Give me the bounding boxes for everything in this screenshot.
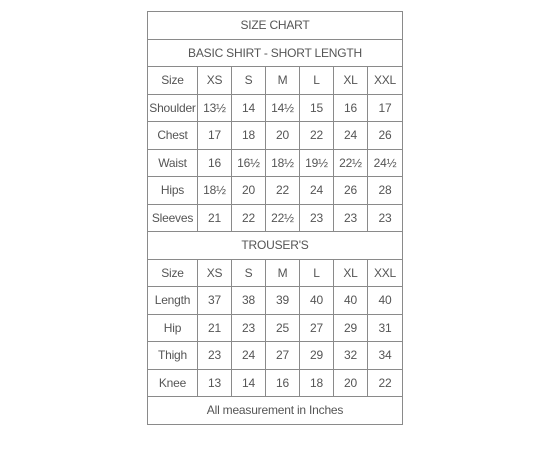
row-label: Sleeves bbox=[148, 204, 198, 232]
trousers-data-row bbox=[148, 314, 403, 342]
row-label: Thigh bbox=[148, 342, 198, 370]
size-value-cell: 37 bbox=[198, 287, 232, 315]
size-value-cell: 13 bbox=[198, 369, 232, 397]
shirt-data-row bbox=[148, 149, 403, 177]
row-label: Knee bbox=[148, 369, 198, 397]
size-value-cell: 32 bbox=[334, 342, 368, 370]
size-value-cell: XXL bbox=[368, 67, 403, 95]
size-value-cell: M bbox=[266, 67, 300, 95]
size-value-cell: XL bbox=[334, 259, 368, 287]
shirt-data-row bbox=[148, 204, 403, 232]
size-value-cell: 27 bbox=[300, 314, 334, 342]
trousers-data-row bbox=[148, 369, 403, 397]
trousers-header-row bbox=[148, 259, 403, 287]
size-value-cell: M bbox=[266, 259, 300, 287]
size-value-cell: 22½ bbox=[266, 204, 300, 232]
title-row bbox=[148, 12, 403, 40]
shirt-section bbox=[148, 67, 403, 232]
size-value-cell: 31 bbox=[368, 314, 403, 342]
size-value-cell: XS bbox=[198, 67, 232, 95]
size-value-cell: 29 bbox=[334, 314, 368, 342]
row-label: Hip bbox=[148, 314, 198, 342]
row-label: Length bbox=[148, 287, 198, 315]
size-value-cell: 24 bbox=[300, 177, 334, 205]
shirt-header-row bbox=[148, 67, 403, 95]
size-value-cell: XS bbox=[198, 259, 232, 287]
size-value-cell: 22 bbox=[232, 204, 266, 232]
trousers-heading-row bbox=[148, 232, 403, 260]
footer-row bbox=[148, 397, 403, 425]
size-value-cell: 40 bbox=[368, 287, 403, 315]
row-label: Shoulder bbox=[148, 94, 198, 122]
size-value-cell: 18 bbox=[232, 122, 266, 150]
shirt-data-row bbox=[148, 94, 403, 122]
size-value-cell: 20 bbox=[232, 177, 266, 205]
size-value-cell: 15 bbox=[300, 94, 334, 122]
size-value-cell: 26 bbox=[334, 177, 368, 205]
size-value-cell: 39 bbox=[266, 287, 300, 315]
size-value-cell: 16 bbox=[198, 149, 232, 177]
size-value-cell: L bbox=[300, 67, 334, 95]
size-value-cell: 40 bbox=[334, 287, 368, 315]
size-value-cell: 16 bbox=[334, 94, 368, 122]
size-value-cell: 20 bbox=[334, 369, 368, 397]
size-value-cell: 23 bbox=[198, 342, 232, 370]
size-value-cell: S bbox=[232, 259, 266, 287]
shirt-heading-row bbox=[148, 39, 403, 67]
size-value-cell: 26 bbox=[368, 122, 403, 150]
size-value-cell: 24 bbox=[232, 342, 266, 370]
size-value-cell: 24 bbox=[334, 122, 368, 150]
size-value-cell: 14½ bbox=[266, 94, 300, 122]
size-value-cell: 23 bbox=[334, 204, 368, 232]
measurement-note: All measurement in Inches bbox=[148, 397, 403, 425]
size-value-cell: 22½ bbox=[334, 149, 368, 177]
size-value-cell: 25 bbox=[266, 314, 300, 342]
size-value-cell: 23 bbox=[232, 314, 266, 342]
size-value-cell: L bbox=[300, 259, 334, 287]
size-value-cell: 22 bbox=[300, 122, 334, 150]
size-value-cell: 18 bbox=[300, 369, 334, 397]
shirt-data-row bbox=[148, 122, 403, 150]
size-value-cell: 17 bbox=[368, 94, 403, 122]
size-value-cell: 22 bbox=[266, 177, 300, 205]
size-value-cell: 24½ bbox=[368, 149, 403, 177]
size-value-cell: 27 bbox=[266, 342, 300, 370]
size-value-cell: 16½ bbox=[232, 149, 266, 177]
size-value-cell: 28 bbox=[368, 177, 403, 205]
size-value-cell: S bbox=[232, 67, 266, 95]
size-value-cell: 21 bbox=[198, 314, 232, 342]
shirt-section-heading: BASIC SHIRT - SHORT LENGTH bbox=[148, 39, 403, 67]
size-value-cell: 17 bbox=[198, 122, 232, 150]
size-value-cell: 38 bbox=[232, 287, 266, 315]
size-value-cell: 14 bbox=[232, 369, 266, 397]
chart-title: SIZE CHART bbox=[148, 12, 403, 40]
size-value-cell: 23 bbox=[368, 204, 403, 232]
trousers-data-row bbox=[148, 287, 403, 315]
trousers-section bbox=[148, 259, 403, 397]
size-value-cell: XXL bbox=[368, 259, 403, 287]
size-value-cell: 13½ bbox=[198, 94, 232, 122]
size-chart-table bbox=[147, 11, 403, 425]
size-value-cell: 21 bbox=[198, 204, 232, 232]
size-value-cell: 23 bbox=[300, 204, 334, 232]
size-value-cell: 14 bbox=[232, 94, 266, 122]
size-value-cell: 16 bbox=[266, 369, 300, 397]
size-value-cell: 22 bbox=[368, 369, 403, 397]
row-label: Chest bbox=[148, 122, 198, 150]
trousers-data-row bbox=[148, 342, 403, 370]
size-value-cell: 40 bbox=[300, 287, 334, 315]
size-value-cell: XL bbox=[334, 67, 368, 95]
row-label: Size bbox=[148, 259, 198, 287]
size-value-cell: 18½ bbox=[198, 177, 232, 205]
row-label: Hips bbox=[148, 177, 198, 205]
trousers-section-heading: TROUSER'S bbox=[148, 232, 403, 260]
size-value-cell: 20 bbox=[266, 122, 300, 150]
size-value-cell: 18½ bbox=[266, 149, 300, 177]
size-value-cell: 19½ bbox=[300, 149, 334, 177]
size-value-cell: 29 bbox=[300, 342, 334, 370]
shirt-data-row bbox=[148, 177, 403, 205]
row-label: Waist bbox=[148, 149, 198, 177]
size-value-cell: 34 bbox=[368, 342, 403, 370]
row-label: Size bbox=[148, 67, 198, 95]
